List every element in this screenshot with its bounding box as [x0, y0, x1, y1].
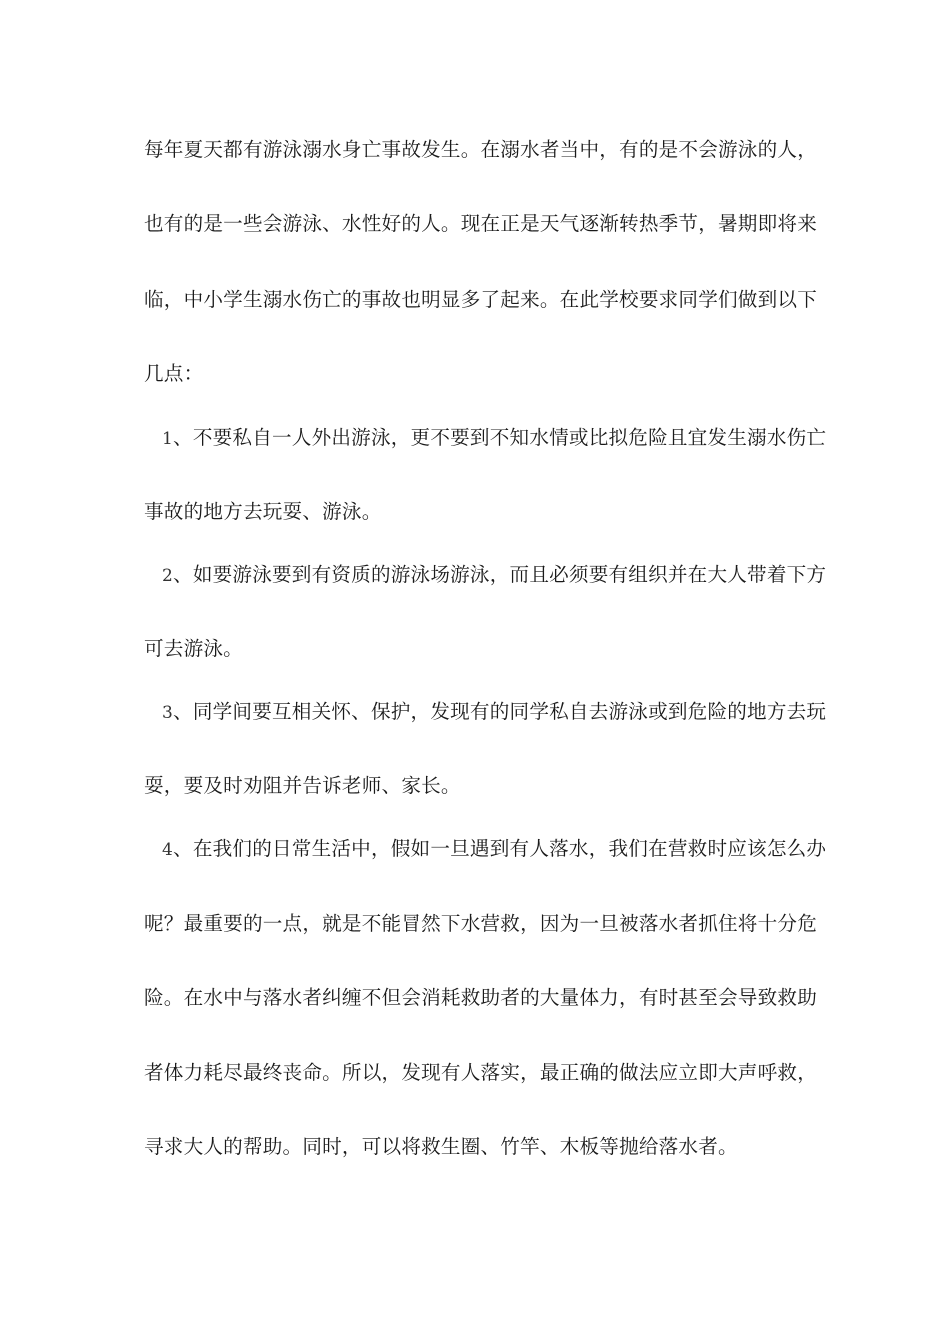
- intro-line-1: 每年夏天都有游泳溺水身亡事故发生。在溺水者当中，有的是不会游泳的人，: [144, 138, 817, 161]
- intro-line-3: 临，中小学生溺水伤亡的事故也明显多了起来。在此学校要求同学们做到以下: [144, 288, 817, 311]
- list-item-4-text: 、在我们的日常生活中，假如一旦遇到有人落水，我们在营救时应该怎么办: [173, 837, 827, 860]
- list-item-2-line-2: 可去游泳。: [144, 637, 243, 660]
- intro-line-4: 几点：: [144, 362, 204, 385]
- list-item-1-text: 、不要私自一人外出游泳，更不要到不知水情或比拟危险且宜发生溺水伤亡: [173, 426, 827, 449]
- list-item-4-number: 4: [162, 840, 174, 860]
- list-item-3-text: 、同学间要互相关怀、保护，发现有的同学私自去游泳或到危险的地方去玩: [173, 700, 827, 723]
- intro-line-2: 也有的是一些会游泳、水性好的人。现在正是天气逐渐转热季节，暑期即将来: [144, 212, 817, 235]
- list-item-4-line-4: 者体力耗尽最终丧命。所以，发现有人落实，最正确的做法应立即大声呼救，: [144, 1061, 817, 1084]
- list-item-4-line-1: [0, 829, 950, 869]
- list-item-2-number: 2: [162, 566, 174, 586]
- list-item-4-line-2: 呢？最重要的一点，就是不能冒然下水营救，因为一旦被落水者抓住将十分危: [144, 912, 817, 935]
- list-item-4-line-5: 寻求大人的帮助。同时，可以将救生圈、竹竿、木板等抛给落水者。: [144, 1135, 738, 1158]
- list-item-3-number: 3: [162, 703, 174, 723]
- list-item-4-line-3: 险。在水中与落水者纠缠不但会消耗救助者的大量体力，有时甚至会导致救助: [144, 986, 817, 1009]
- list-item-2-line-1: [0, 555, 950, 595]
- list-item-2-text: 、如要游泳要到有资质的游泳场游泳，而且必须要有组织并在大人带着下方: [173, 563, 827, 586]
- list-item-3-line-2: 耍，要及时劝阻并告诉老师、家长。: [144, 774, 461, 797]
- list-item-1-number: 1: [162, 429, 174, 449]
- list-item-1-line-2: 事故的地方去玩耍、游泳。: [144, 500, 382, 523]
- list-item-3-line-1: [0, 692, 950, 732]
- list-item-1-line-1: [0, 418, 950, 458]
